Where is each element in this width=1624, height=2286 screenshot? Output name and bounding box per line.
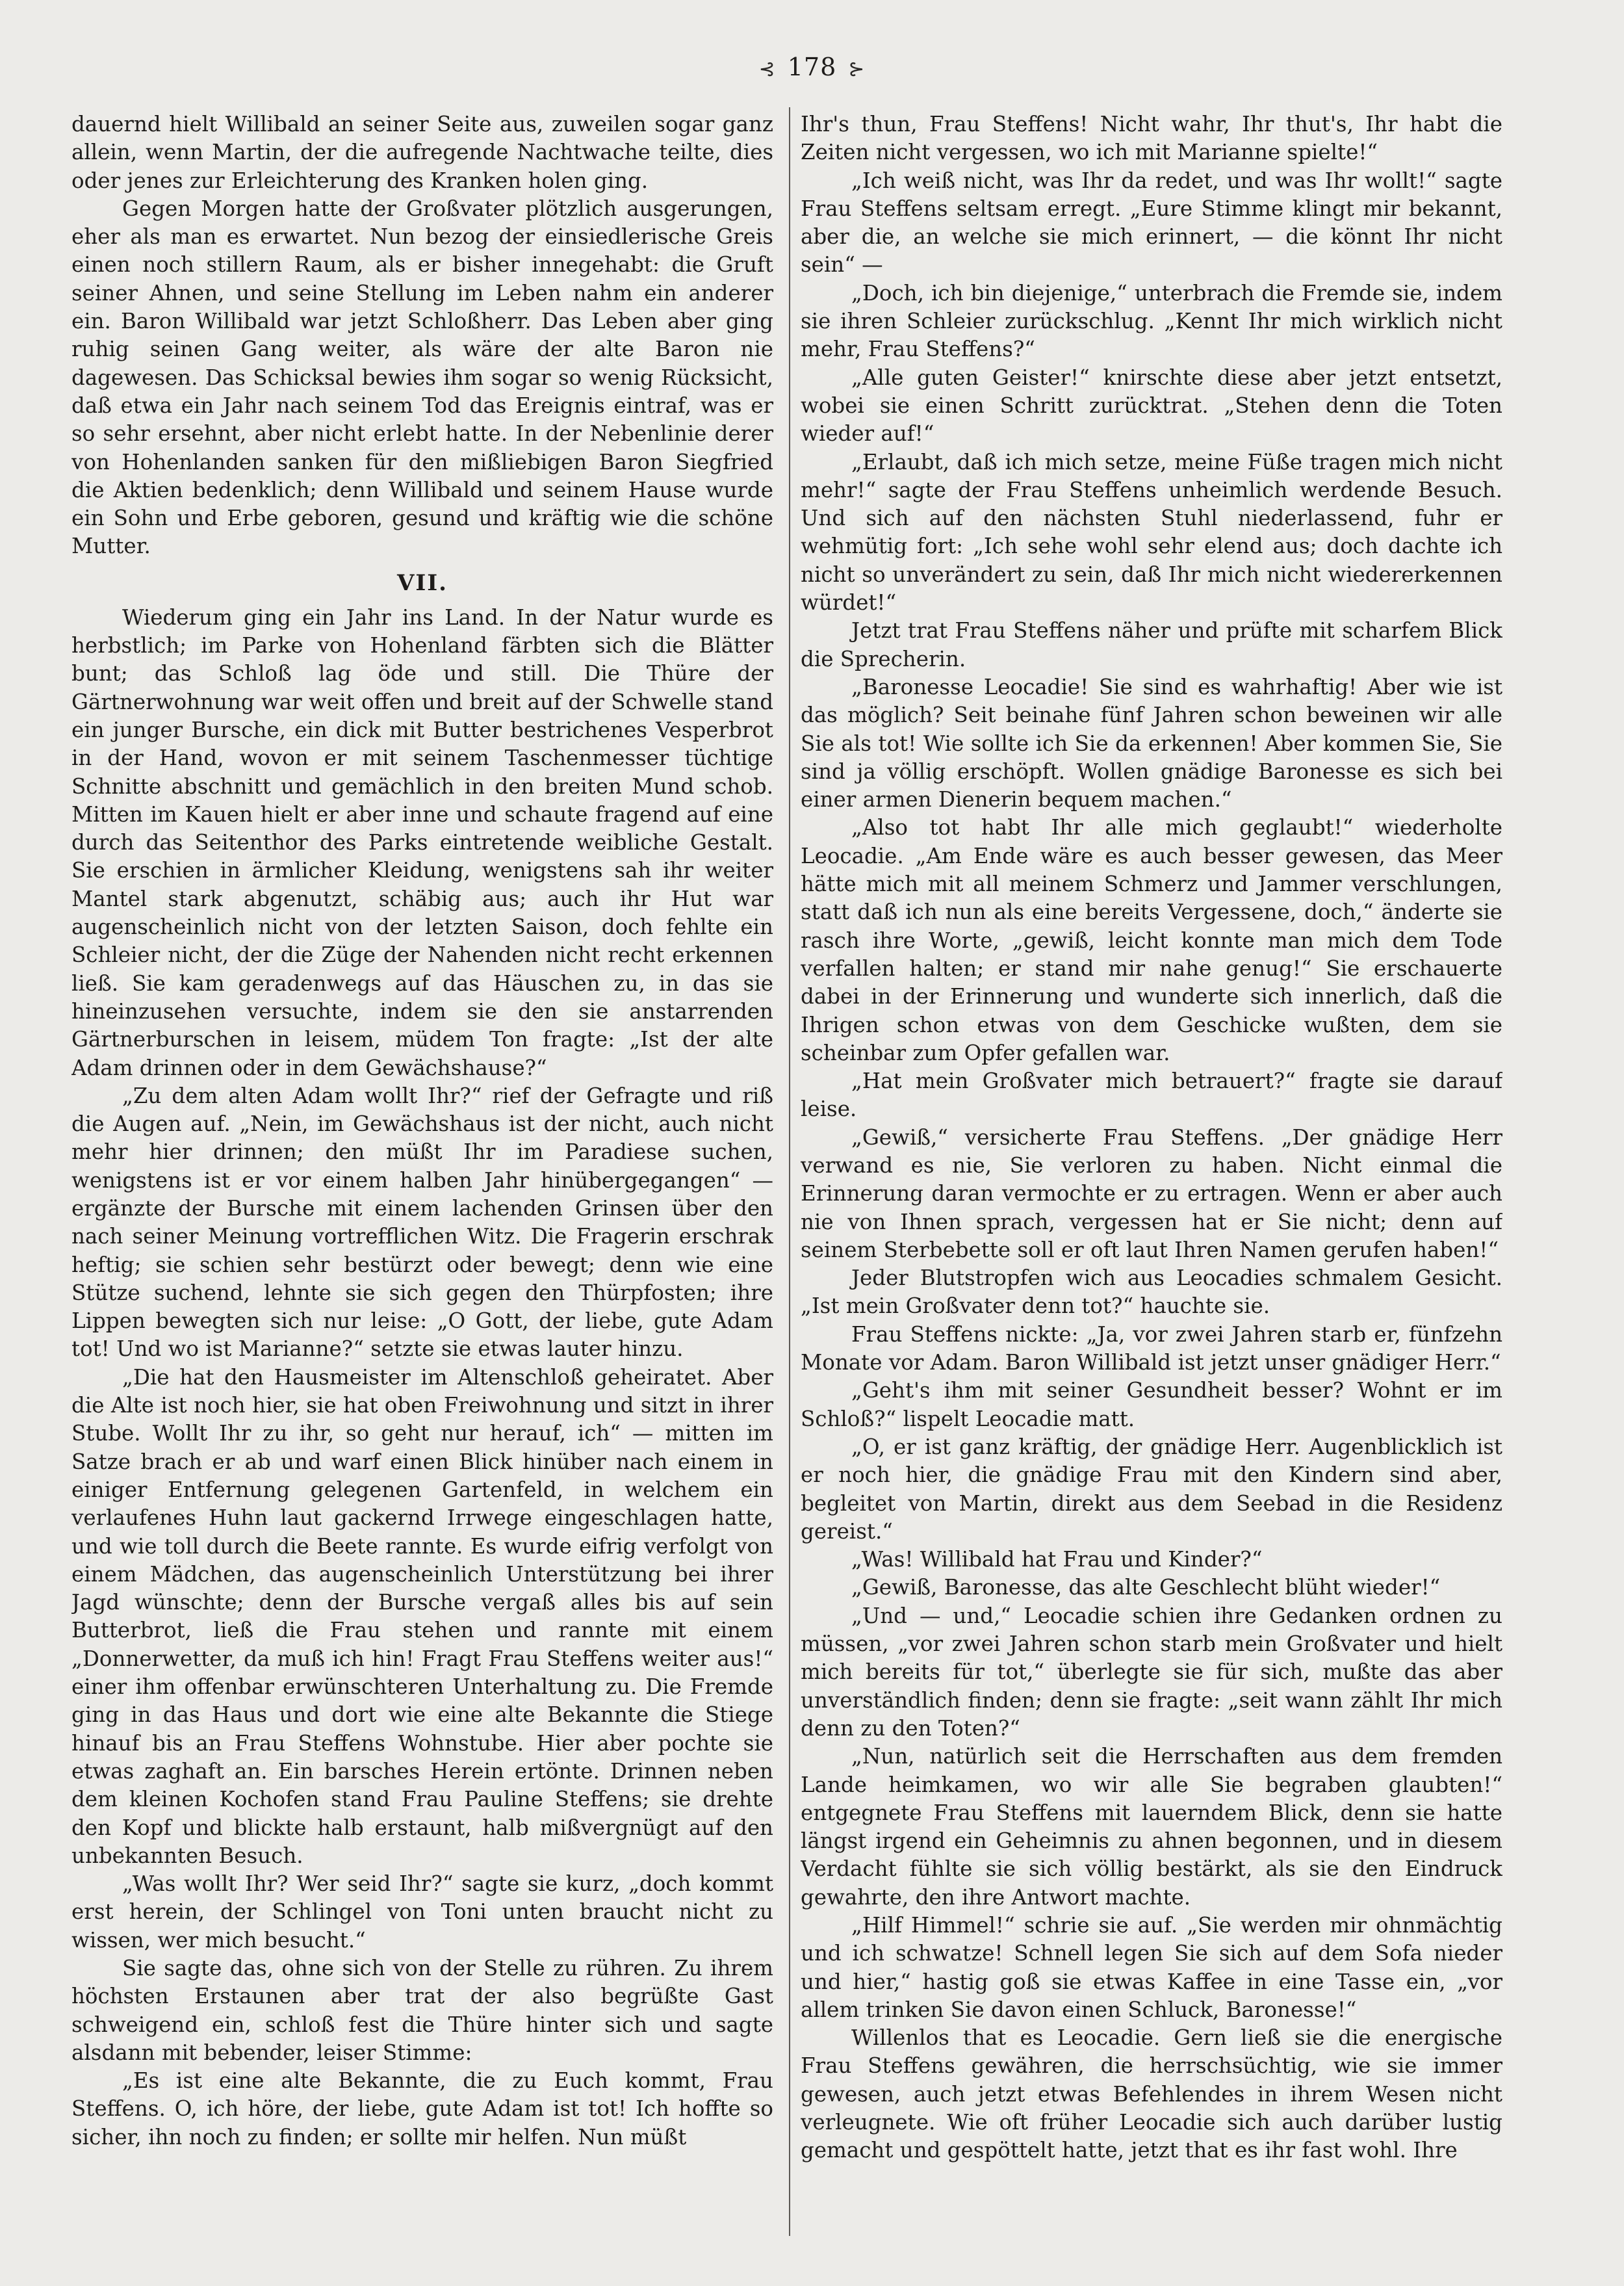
paragraph: Jeder Blutstropfen wich aus Leocadies schmalem Gesicht. „Ist mein Großvater denn tot?“ hauchte sie. (801, 1266, 1502, 1319)
paragraph: Frau Steffens nickte: „Ja, vor zwei Jahren starb er, fünfzehn Monate vor Adam. Baron Willibald ist jetzt unser gnädiger Herr.“ (801, 1321, 1502, 1375)
paragraph: Gegen Morgen hatte der Großvater plötzlich ausgerungen, eher als man es erwartet. Nun bezog der einsiedlerische Greis einen noch stillern Raum, als er bisher innegehabt: die Gruft seiner Ahnen, und seine Stellung im Leben nahm ein anderer ein. Baron Willibald war jetzt Schloßherr. Das Leben aber ging ruhig seinen Gang weiter, als wäre der alte Baron nie dagewesen. Das Schicksal bewies ihm sogar so wenig Rücksicht, daß etwa ein Jahr nach seinem Tod das Ereignis eintraf, was er so sehr ersehnt, aber nicht erlebt hatte. In der Nebenlinie derer von Hohenlanden sanken für den mißliebigen Baron Siegfried die Aktien bedenklich; denn Willibald und seinem Hause wurde ein Sohn und Erbe geboren, gesund und kräftig wie die schöne Mutter. (71, 196, 773, 559)
paragraph: „Doch, ich bin diejenige,“ unterbrach die Fremde sie, indem sie ihren Schleier zurückschlug. „Kennt Ihr mich wirklich nicht mehr, Frau Steffens?“ (801, 280, 1502, 362)
paragraph: „Hat mein Großvater mich betrauert?“ fragte sie darauf leise. (801, 1069, 1502, 1122)
text-column-right (801, 110, 1502, 2249)
paragraph: Wiederum ging ein Jahr ins Land. In der Natur wurde es herbstlich; im Parke von Hohenland färbten sich die Blätter bunt; das Schloß lag öde und still. Die Thüre der Gärtnerwohnung war weit offen und breit auf der Schwelle stand ein junger Bursche, ein dick mit Butter bestrichenes Vesperbrot in der Hand, wovon er mit seinem Taschenmesser tüchtige Schnitte abschnitt und gemächlich in den breiten Mund schob. Mitten im Kauen hielt er aber inne und schaute fragend auf eine durch das Seitenthor des Parks eintretende weibliche Gestalt. Sie erschien in ärmlicher Kleidung, wenigstens sah ihr weiter Mantel stark abgenutzt, schäbig aus; auch ihr Hut war augenscheinlich nicht von der letzten Saison, doch fehlte ein Schleier nicht, der die Züge der Nahenden nicht recht erkennen ließ. Sie kam geradenwegs auf das Häuschen zu, in das sie hineinzusehen versuchte, indem sie den sie anstarrenden Gärtnerburschen in leisem, müdem Ton fragte: „Ist der alte Adam drinnen oder in dem Gewächshause?“ (71, 604, 773, 1080)
paragraph: Willenlos that es Leocadie. Gern ließ sie die energische Frau Steffens gewähren, die herrschsüchtig, wie sie immer gewesen, auch jetzt etwas Befehlendes in ihrem Wesen nicht verleugnete. Wie oft früher Leocadie sich auch darüber lustig gemacht und gespöttelt hatte, jetzt that es ihr fast wohl. Ihre (801, 2025, 1502, 2163)
paragraph: „Und — und,“ Leocadie schien ihre Gedanken ordnen zu müssen, „vor zwei Jahren schon starb mein Großvater und hielt mich bereits für tot,“ überlegte sie für sich, mußte das aber unverständlich finden; denn sie fragte: „seit wann zählt Ihr mich denn zu den Toten?“ (801, 1603, 1502, 1741)
paragraph: Ihr's thun, Frau Steffens! Nicht wahr, Ihr thut's, Ihr habt die Zeiten nicht vergessen, wo ich mit Marianne spielte!“ (801, 112, 1502, 165)
paragraph: „Baronesse Leocadie! Sie sind es wahrhaftig! Aber wie ist das möglich? Seit beinahe fünf Jahren schon beweinen wir alle Sie als tot! Wie sollte ich Sie da erkennen! Aber kommen Sie, Sie sind ja völlig erschöpft. Wollen gnädige Baronesse es sich bei einer armen Dienerin bequem machen.“ (801, 674, 1502, 812)
text-column-left (71, 110, 773, 2249)
paragraph: „Gewiß,“ versicherte Frau Steffens. „Der gnädige Herr verwand es nie, Sie verloren zu haben. Nicht einmal die Erinnerung daran vermochte er zu ertragen. Wenn er aber auch nie von Ihnen sprach, vergessen hat er Sie nicht; denn auf seinem Sterbebette soll er oft laut Ihren Namen gerufen haben!“ (801, 1124, 1502, 1262)
paragraph: „Alle guten Geister!“ knirschte diese aber jetzt entsetzt, wobei sie einen Schritt zurücktrat. „Stehen denn die Toten wieder auf!“ (801, 365, 1502, 447)
page-header (0, 51, 1624, 83)
paragraph: „Nun, natürlich seit die Herrschaften aus dem fremden Lande heimkamen, wo wir alle Sie begraben glaubten!“ entgegnete Frau Steffens mit lauerndem Blick, denn sie hatte längst irgend ein Geheimnis zu ahnen begonnen, und in diesem Verdacht fühlte sie sich völlig bestärkt, als sie den Eindruck gewahrte, den ihre Antwort machte. (801, 1744, 1502, 1910)
paragraph: „Was wollt Ihr? Wer seid Ihr?“ sagte sie kurz, „doch kommt erst herein, der Schlingel von Toni unten braucht nicht zu wissen, wer mich besucht.“ (71, 1871, 773, 1953)
paragraph: „Gewiß, Baronesse, das alte Geschlecht blüht wieder!“ (851, 1575, 1441, 1600)
paragraph: „Geht's ihm mit seiner Gesundheit besser? Wohnt er im Schloß?“ lispelt Leocadie matt. (801, 1378, 1502, 1431)
paragraph: „Erlaubt, daß ich mich setze, meine Füße tragen mich nicht mehr!“ sagte der Frau Steffens unheimlich werdende Besuch. Und sich auf den nächsten Stuhl niederlassend, fuhr er wehmütig fort: „Ich sehe wohl sehr elend aus; doch dachte ich nicht so unverändert zu sein, daß Ihr mich nicht wiedererkennen würdet!“ (801, 449, 1502, 616)
paragraph: „Die hat den Hausmeister im Altenschloß geheiratet. Aber die Alte ist noch hier, sie hat oben Freiwohnung und sitzt in ihrer Stube. Wollt Ihr zu ihr, so geht nur herauf, ich“ — mitten im Satze brach er ab und warf einen Blick hinüber nach einem in einiger Entfernung gelegenen Gartenfeld, in welchem ein verlaufenes Huhn laut gackernd Irrwege eingeschlagen hatte, und wie toll durch die Beete rannte. Es wurde eifrig verfolgt von einem Mädchen, das augenscheinlich Unterstützung bei ihrer Jagd wünschte; denn der Bursche vergaß alles bis auf sein Butterbrot, ließ die Frau stehen und rannte mit einem „Donnerwetter, da muß ich hin! Fragt Frau Steffens weiter aus!“ einer ihm offenbar erwünschteren Unterhaltung zu. Die Fremde ging in das Haus und dort wie eine alte Bekannte die Stiege hinauf bis an Frau Steffens Wohnstube. Hier aber pochte sie etwas zaghaft an. Ein barsches Herein ertönte. Drinnen neben dem kleinen Kochofen stand Frau Pauline Steffens; sie drehte den Kopf und blickte halb erstaunt, halb mißvergnügt auf den unbekannten Besuch. (71, 1364, 773, 1868)
paragraph: dauernd hielt Willibald an seiner Seite aus, zuweilen sogar ganz allein, wenn Martin, der die aufregende Nachtwache teilte, dies oder jenes zur Erleichterung des Kranken holen ging. (71, 112, 773, 193)
paragraph: „Also tot habt Ihr alle mich geglaubt!“ wiederholte Leocadie. „Am Ende wäre es auch besser gewesen, das Meer hätte mich mit all meinem Schmerz und Jammer verschlungen, statt daß ich nun als eine bereits Vergessene, doch,“ änderte sie rasch ihre Worte, „gewiß, leicht konnte man mich dem Tode verfallen halten; er stand mir nahe genug!“ Sie erschauerte dabei in der Erinnerung und wunderte sich innerlich, daß die Ihrigen schon etwas von dem Geschicke wußten, dem sie scheinbar zum Opfer gefallen war. (801, 815, 1502, 1065)
paragraph: „Zu dem alten Adam wollt Ihr?“ rief der Gefragte und riß die Augen auf. „Nein, im Gewächshaus ist der nicht, auch nicht mehr hier drinnen; den müßt Ihr im Paradiese suchen, wenigstens ist er vor einem halben Jahr hinübergegangen“ — ergänzte der Bursche mit einem lachenden Grinsen über den nach seiner Meinung vortrefflichen Witz. Die Fragerin erschrak heftig; sie schien sehr bestürzt oder bewegt; denn wie eine Stütze suchend, lehnte sie sich gegen den Thürpfosten; ihre Lippen bewegten sich nur leise: „O Gott, der liebe, gute Adam tot! Und wo ist Marianne?“ setzte sie etwas lauter hinzu. (71, 1083, 773, 1362)
paragraph: „Es ist eine alte Bekannte, die zu Euch kommt, Frau Steffens. O, ich höre, der liebe, gute Adam ist tot! Ich hoffte so sicher, ihn noch zu finden; er sollte mir helfen. Nun müßt (71, 2068, 773, 2150)
section-heading: VII. (396, 569, 448, 596)
paragraph: „O, er ist ganz kräftig, der gnädige Herr. Augenblicklich ist er noch hier, die gnädige Frau mit den Kindern sind aber, begleitet von Martin, direkt aus dem Seebad in die Residenz gereist.“ (801, 1434, 1502, 1544)
paragraph: „Ich weiß nicht, was Ihr da redet, und was Ihr wollt!“ sagte Frau Steffens seltsam erregt. „Eure Stimme klingt mir bekannt, aber die, an welche sie mich erinnert, — die könnt Ihr nicht sein“ — (801, 168, 1502, 278)
page-number: 178 (787, 53, 837, 81)
paragraph: Sie sagte das, ohne sich von der Stelle zu rühren. Zu ihrem höchsten Erstaunen aber trat der also begrüßte Gast schweigend ein, schloß fest die Thüre hinter sich und sagte alsdann mit bebender, leiser Stimme: (71, 1956, 773, 2065)
paragraph: „Was! Willibald hat Frau und Kinder?“ (851, 1547, 1263, 1572)
paragraph: „Hilf Himmel!“ schrie sie auf. „Sie werden mir ohnmächtig und ich schwatze! Schnell legen Sie sich auf dem Sofa nieder und hier,“ hastig goß sie etwas Kaffee in eine Tasse ein, „vor allem trinken Sie davon einen Schluck, Baronesse!“ (801, 1913, 1502, 2022)
ornament-left-icon: ⊰ (758, 58, 776, 81)
paragraph: Jetzt trat Frau Steffens näher und prüfte mit scharfem Blick die Sprecherin. (801, 618, 1502, 671)
ornament-right-icon: ⊱ (848, 58, 866, 81)
column-divider (789, 107, 790, 2236)
